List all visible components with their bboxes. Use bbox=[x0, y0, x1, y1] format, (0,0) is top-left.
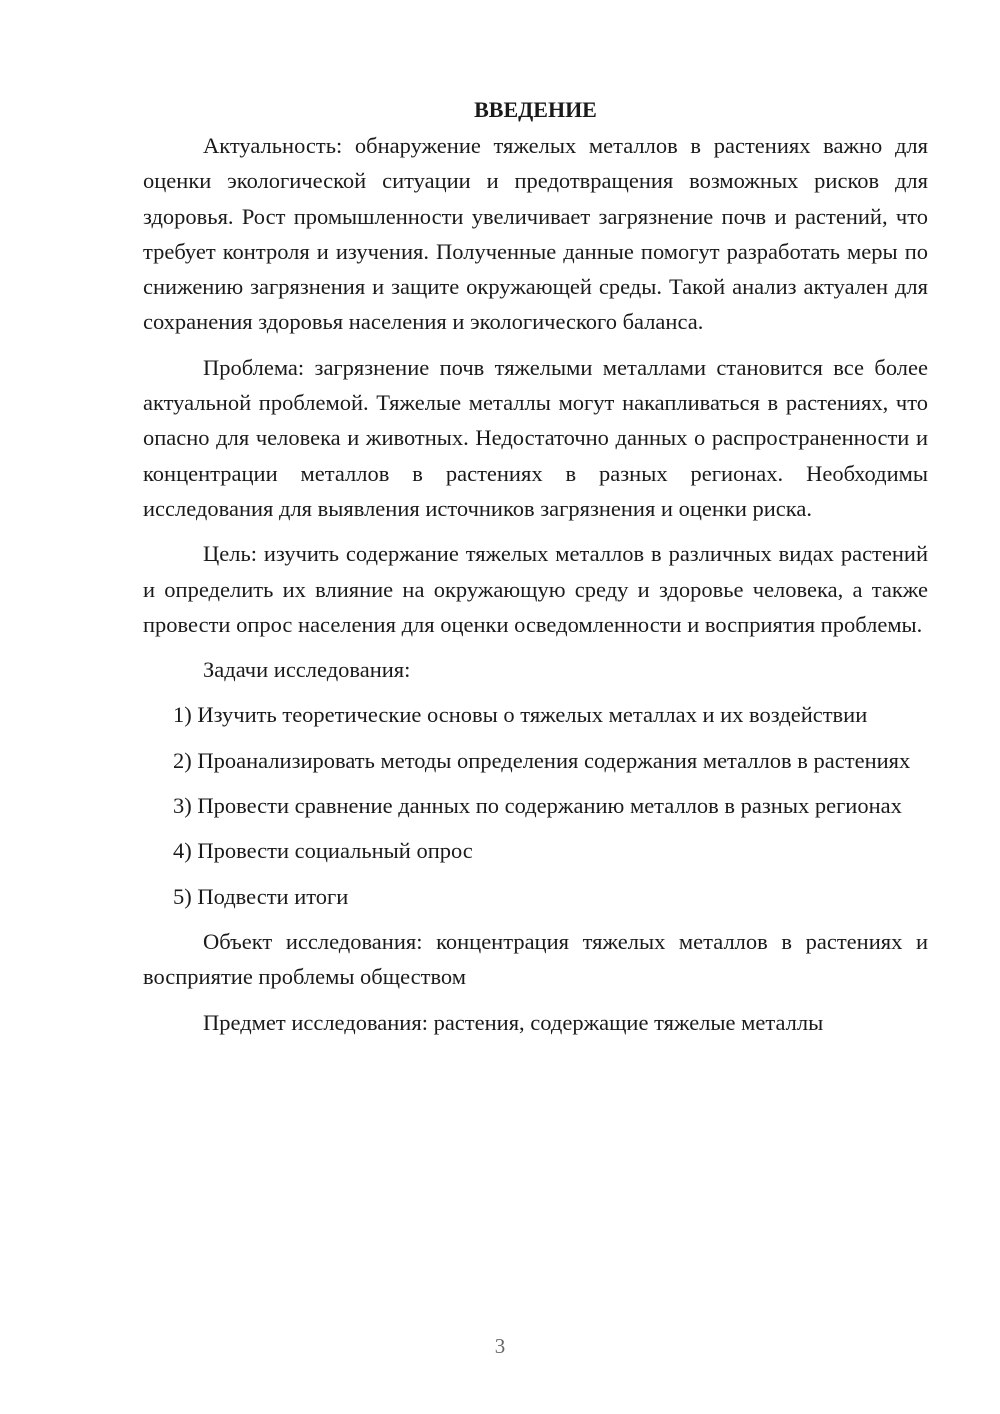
tasks-heading: Задачи исследования: bbox=[203, 657, 411, 683]
subject-paragraph: Предмет исследования: растения, содержащие тяжелые металлы bbox=[203, 1009, 824, 1035]
task-item-1: 1) Изучить теоретические основы о тяжелых металлах и их воздействии bbox=[173, 702, 868, 728]
object-paragraph: Объект исследования: концентрация тяжелых металлов в растениях и восприятие проблемы обществом bbox=[143, 928, 928, 990]
problem-paragraph: Проблема: загрязнение почв тяжелыми металлами становится все более актуальной проблемой. Тяжелые металлы могут накапливаться в растениях, что опасно для человека и животных. Недостаточно данных о распространенности и концентрации металлов в растениях в разных регионах. Необходимы исследования для выявления источников загрязнения и оценки риска. bbox=[143, 354, 928, 521]
page-number: 3 bbox=[494, 1334, 506, 1358]
task-item-3: 3) Провести сравнение данных по содержанию металлов в разных регионах bbox=[173, 793, 902, 819]
page-title: ВВЕДЕНИЕ bbox=[474, 97, 597, 122]
relevance-paragraph: Актуальность: обнаружение тяжелых металлов в растениях важно для оценки экологической ситуации и предотвращения возможных рисков для здоровья. Рост промышленности увеличивает загрязнение почв и растений, что требует контроля и изучения. Полученные данные помогут разработать меры по снижению загрязнения и защите окружающей среды. Такой анализ актуален для сохранения здоровья населения и экологического баланса. bbox=[143, 133, 928, 335]
task-item-5: 5) Подвести итоги bbox=[173, 883, 349, 909]
document-page bbox=[143, 92, 928, 1040]
task-item-2: 2) Проанализировать методы определения содержания металлов в растениях bbox=[173, 747, 911, 773]
task-item-4: 4) Провести социальный опрос bbox=[173, 838, 473, 864]
goal-paragraph: Цель: изучить содержание тяжелых металлов в различных видах растений и определить их влияние на окружающую среду и здоровье человека, а также провести опрос населения для оценки осведомленности и восприятия проблемы. bbox=[143, 541, 928, 637]
